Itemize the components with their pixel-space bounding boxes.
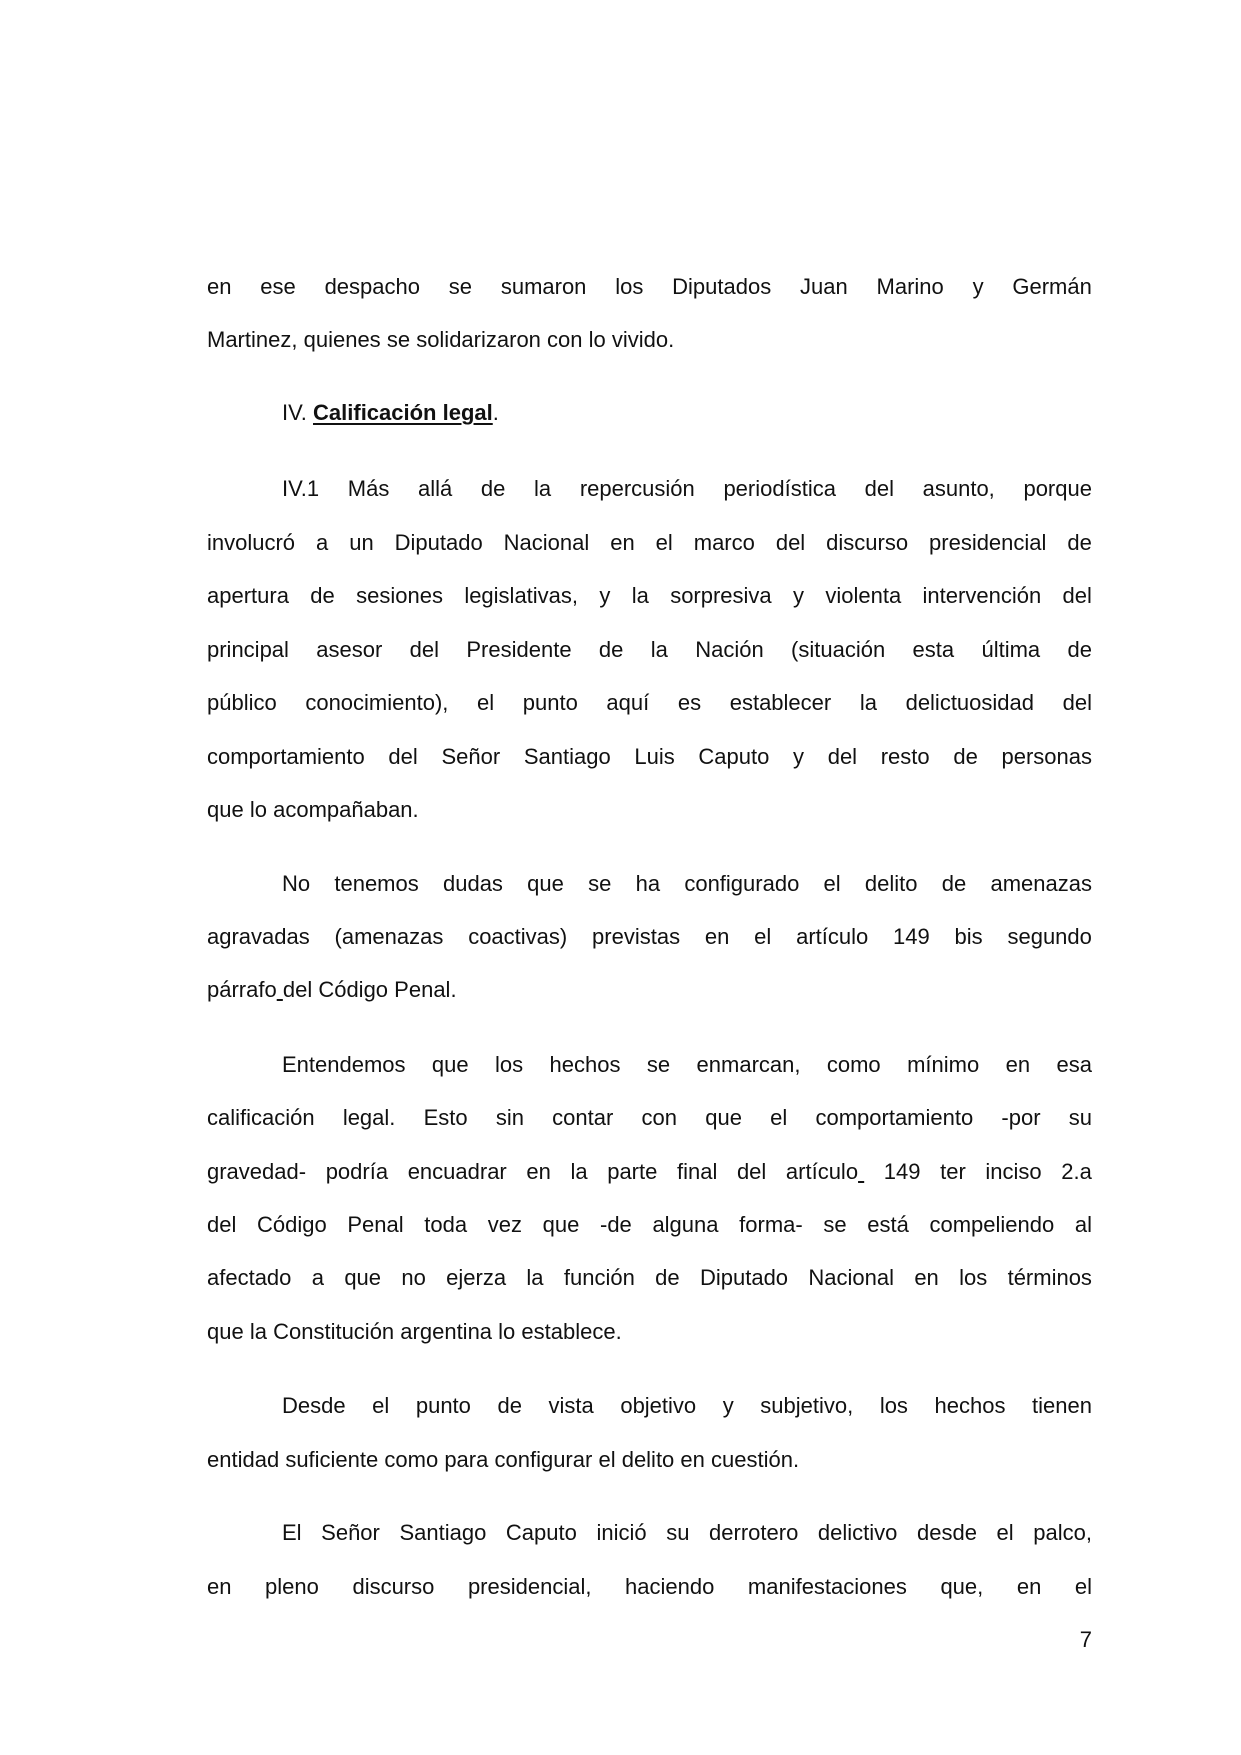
word: involucró — [207, 530, 296, 555]
word: está — [867, 1212, 909, 1237]
word: se — [386, 327, 411, 352]
word: no — [401, 1265, 426, 1290]
word: y — [972, 274, 984, 299]
word: comportamiento — [815, 1105, 974, 1130]
text-line — [207, 689, 1092, 717]
word: suficiente — [285, 1447, 379, 1472]
word: Nacional — [503, 530, 590, 555]
word: repercusión — [579, 476, 695, 501]
word: violenta — [825, 583, 902, 608]
word: resto — [880, 744, 930, 769]
word: pleno — [265, 1574, 319, 1599]
word: y — [599, 583, 611, 608]
word: (situación — [791, 637, 886, 662]
word: con — [641, 1105, 678, 1130]
text-line — [207, 1446, 1092, 1474]
word: delictuosidad — [905, 690, 1035, 715]
text-line — [207, 582, 1092, 610]
word: personas — [1001, 744, 1092, 769]
word: los — [959, 1265, 988, 1290]
word: del — [207, 1212, 237, 1237]
word: Santiago — [523, 744, 611, 769]
text-line — [207, 796, 1092, 824]
word: de — [480, 476, 506, 501]
text-line — [207, 1104, 1092, 1132]
section-title: Calificación legal — [313, 400, 493, 425]
word: marco — [693, 530, 755, 555]
text-line — [207, 1158, 1092, 1186]
word: de — [1067, 637, 1092, 662]
word: en — [1016, 1574, 1042, 1599]
word: Constitución — [273, 1319, 395, 1344]
word: del — [282, 977, 313, 1002]
word: en — [207, 1574, 232, 1599]
word: Germán — [1012, 274, 1092, 299]
word: del — [1062, 583, 1092, 608]
word: podría — [325, 1159, 389, 1184]
word: Martinez, — [207, 327, 298, 352]
word: la — [631, 583, 649, 608]
word: toda — [424, 1212, 468, 1237]
paragraph-first-line — [282, 870, 1092, 898]
word: para — [444, 1447, 489, 1472]
word: como — [384, 1447, 439, 1472]
text-line — [207, 976, 1092, 1004]
word: Nación — [695, 637, 764, 662]
word: se — [448, 274, 473, 299]
word: establecer — [729, 690, 832, 715]
word: allá — [418, 476, 453, 501]
word: términos — [1007, 1265, 1092, 1290]
word: El — [282, 1520, 302, 1545]
word: a — [311, 1265, 324, 1290]
word: Juan — [800, 274, 848, 299]
word: la — [534, 476, 552, 501]
word: periodística — [723, 476, 836, 501]
word: punto — [415, 1393, 471, 1418]
word: despacho — [324, 274, 420, 299]
word: del — [409, 637, 440, 662]
word: el — [372, 1393, 390, 1418]
word: un — [349, 530, 374, 555]
word: los — [879, 1393, 908, 1418]
word: del — [1062, 690, 1092, 715]
word: el — [598, 1447, 616, 1472]
word: afectado — [207, 1265, 292, 1290]
word: mínimo — [907, 1052, 980, 1077]
word: con — [547, 327, 583, 352]
word: desde — [917, 1520, 977, 1545]
word: discurso — [826, 530, 909, 555]
word: la — [249, 1319, 267, 1344]
word: Caputo — [505, 1520, 577, 1545]
word: de — [598, 637, 624, 662]
word: sumaron — [500, 274, 587, 299]
word: del — [827, 744, 858, 769]
word: bis — [954, 924, 983, 949]
word: hechos — [934, 1393, 1006, 1418]
word: en — [526, 1159, 551, 1184]
word: -de — [600, 1212, 632, 1237]
word: Código — [318, 977, 389, 1002]
word: discurso — [352, 1574, 435, 1599]
word: ese — [260, 274, 296, 299]
word: Caputo — [698, 744, 770, 769]
word: entidad — [207, 1447, 280, 1472]
text-line — [207, 1573, 1092, 1601]
word: artículo — [785, 1159, 859, 1184]
text-line — [207, 273, 1092, 301]
word: principal — [207, 637, 289, 662]
word: gravedad- — [207, 1159, 307, 1184]
word: lo — [498, 1319, 516, 1344]
word: que — [344, 1265, 382, 1290]
word: los — [495, 1052, 524, 1077]
word: Santiago — [399, 1520, 487, 1545]
word: la — [526, 1265, 544, 1290]
word: subjetivo, — [760, 1393, 854, 1418]
word: Código — [257, 1212, 327, 1237]
word: última — [981, 637, 1041, 662]
word: tienen — [1032, 1393, 1092, 1418]
word: Marino — [876, 274, 944, 299]
word: alguna — [652, 1212, 719, 1237]
text-line — [207, 1264, 1092, 1292]
word: se — [823, 1212, 847, 1237]
word: el — [823, 871, 841, 896]
word: manifestaciones — [747, 1574, 907, 1599]
word: se — [588, 871, 612, 896]
word: presidencial, — [467, 1574, 592, 1599]
word: público — [207, 690, 277, 715]
word: lo — [588, 327, 606, 352]
word: artículo — [796, 924, 869, 949]
word: porque — [1023, 476, 1092, 501]
word: delictivo — [817, 1520, 898, 1545]
word: haciendo — [625, 1574, 715, 1599]
word: Presidente — [466, 637, 572, 662]
word: forma- — [739, 1212, 803, 1237]
word: delito — [864, 871, 918, 896]
word: de — [497, 1393, 522, 1418]
word: el — [655, 530, 673, 555]
word: ter — [940, 1159, 966, 1184]
word: final — [676, 1159, 718, 1184]
word: compeliendo — [929, 1212, 1055, 1237]
word: encuadrar — [407, 1159, 507, 1184]
word: el — [770, 1105, 788, 1130]
text-line — [207, 1318, 1092, 1346]
word: del — [864, 476, 894, 501]
word: de — [655, 1265, 680, 1290]
word: derrotero — [709, 1520, 799, 1545]
word: amenazas — [990, 871, 1092, 896]
word: la — [570, 1159, 588, 1184]
text-line — [207, 529, 1092, 557]
word: el — [1074, 1574, 1092, 1599]
word: configurado — [684, 871, 800, 896]
word: agravadas — [207, 924, 310, 949]
word: a — [316, 530, 329, 555]
word: hechos — [549, 1052, 621, 1077]
word: como — [826, 1052, 881, 1077]
word: -por — [1001, 1105, 1041, 1130]
word: en — [207, 274, 232, 299]
word: parte — [607, 1159, 658, 1184]
word: que — [542, 1212, 580, 1237]
word: ejerza — [446, 1265, 507, 1290]
word: aquí — [606, 690, 650, 715]
word: quienes — [303, 327, 381, 352]
word: el — [996, 1520, 1014, 1545]
word: de — [941, 871, 967, 896]
word: párrafo — [207, 977, 277, 1002]
word: esa — [1056, 1052, 1092, 1077]
word: calificación — [207, 1105, 315, 1130]
word: contar — [552, 1105, 614, 1130]
word: Luis — [634, 744, 675, 769]
word: que — [705, 1105, 742, 1130]
word: 149 — [893, 924, 930, 949]
word: Diputados — [672, 274, 772, 299]
word: asesor — [316, 637, 383, 662]
text-line — [207, 636, 1092, 664]
word: esta — [912, 637, 955, 662]
word: y — [793, 583, 805, 608]
word: el — [754, 924, 772, 949]
word: establece. — [521, 1319, 622, 1344]
word: enmarcan, — [696, 1052, 801, 1077]
word: su — [1068, 1105, 1092, 1130]
word: vivido. — [611, 327, 675, 352]
word: objetivo — [620, 1393, 697, 1418]
text-line — [207, 743, 1092, 771]
word: la — [650, 637, 668, 662]
word: del — [388, 744, 418, 769]
word: punto — [522, 690, 578, 715]
word: del — [736, 1159, 767, 1184]
word: configurar — [494, 1447, 593, 1472]
word: su — [666, 1520, 690, 1545]
word: IV.1 — [282, 476, 320, 501]
word: asunto, — [922, 476, 995, 501]
paragraph-first-line — [282, 475, 1092, 503]
word: de — [1067, 530, 1092, 555]
word: y — [793, 744, 805, 769]
word: función — [563, 1265, 635, 1290]
word: 149 — [883, 1159, 921, 1184]
word: cuestión. — [711, 1447, 800, 1472]
word: apertura — [207, 583, 289, 608]
word: inició — [596, 1520, 647, 1545]
word: dudas — [442, 871, 503, 896]
word: Penal. — [394, 977, 457, 1002]
word: se — [646, 1052, 671, 1077]
word: presidencial — [929, 530, 1047, 555]
word: los — [615, 274, 644, 299]
word: en — [680, 1447, 705, 1472]
word: Más — [347, 476, 390, 501]
text-line — [207, 326, 1092, 354]
word: en — [610, 530, 635, 555]
word: conocimiento), — [305, 690, 449, 715]
word: vez — [487, 1212, 522, 1237]
word: Diputado — [699, 1265, 789, 1290]
word: vista — [548, 1393, 594, 1418]
word: sorpresiva — [670, 583, 772, 608]
word: acompañaban. — [273, 797, 419, 822]
word: Penal — [347, 1212, 404, 1237]
word: intervención — [922, 583, 1042, 608]
word: Desde — [282, 1393, 346, 1418]
word: legal. — [342, 1105, 396, 1130]
word: coactivas) — [468, 924, 568, 949]
word: de — [310, 583, 335, 608]
word: delito — [621, 1447, 675, 1472]
word: Señor — [441, 744, 501, 769]
text-line — [207, 1211, 1092, 1239]
text-line — [207, 923, 1092, 951]
word: y — [722, 1393, 734, 1418]
word: comportamiento — [207, 744, 365, 769]
word: que — [431, 1052, 469, 1077]
paragraph-first-line — [282, 1051, 1092, 1079]
word: sin — [495, 1105, 524, 1130]
word: sesiones — [356, 583, 443, 608]
word: ha — [635, 871, 661, 896]
word: Nacional — [808, 1265, 894, 1290]
page-number: 7 — [1079, 1627, 1092, 1652]
word: solidarizaron — [416, 327, 541, 352]
word: al — [1074, 1212, 1092, 1237]
word: tenemos — [334, 871, 419, 896]
word: lo — [249, 797, 267, 822]
word: de — [953, 744, 978, 769]
section-heading — [282, 399, 1092, 427]
word: Entendemos — [282, 1052, 406, 1077]
word: legislativas, — [464, 583, 579, 608]
section-number: IV. — [282, 400, 307, 425]
word: Esto — [423, 1105, 468, 1130]
word: del — [775, 530, 806, 555]
paragraph-first-line — [282, 1392, 1092, 1420]
word: en — [914, 1265, 939, 1290]
section-period: . — [492, 400, 499, 425]
word: Diputado — [394, 530, 483, 555]
word: Señor — [321, 1520, 380, 1545]
word: que — [207, 1319, 244, 1344]
word: el — [477, 690, 495, 715]
word: es — [677, 690, 702, 715]
word: que — [527, 871, 564, 896]
word: argentina — [400, 1319, 493, 1344]
word: que — [207, 797, 244, 822]
word: (amenazas — [334, 924, 444, 949]
word: segundo — [1007, 924, 1092, 949]
word: previstas — [592, 924, 681, 949]
word: 2.a — [1061, 1159, 1092, 1184]
word: No — [282, 871, 311, 896]
word: la — [859, 690, 877, 715]
word: que, — [940, 1574, 984, 1599]
word: palco, — [1033, 1520, 1092, 1545]
word: inciso — [985, 1159, 1042, 1184]
word: en — [704, 924, 730, 949]
paragraph-first-line — [282, 1519, 1092, 1547]
word: en — [1005, 1052, 1031, 1077]
